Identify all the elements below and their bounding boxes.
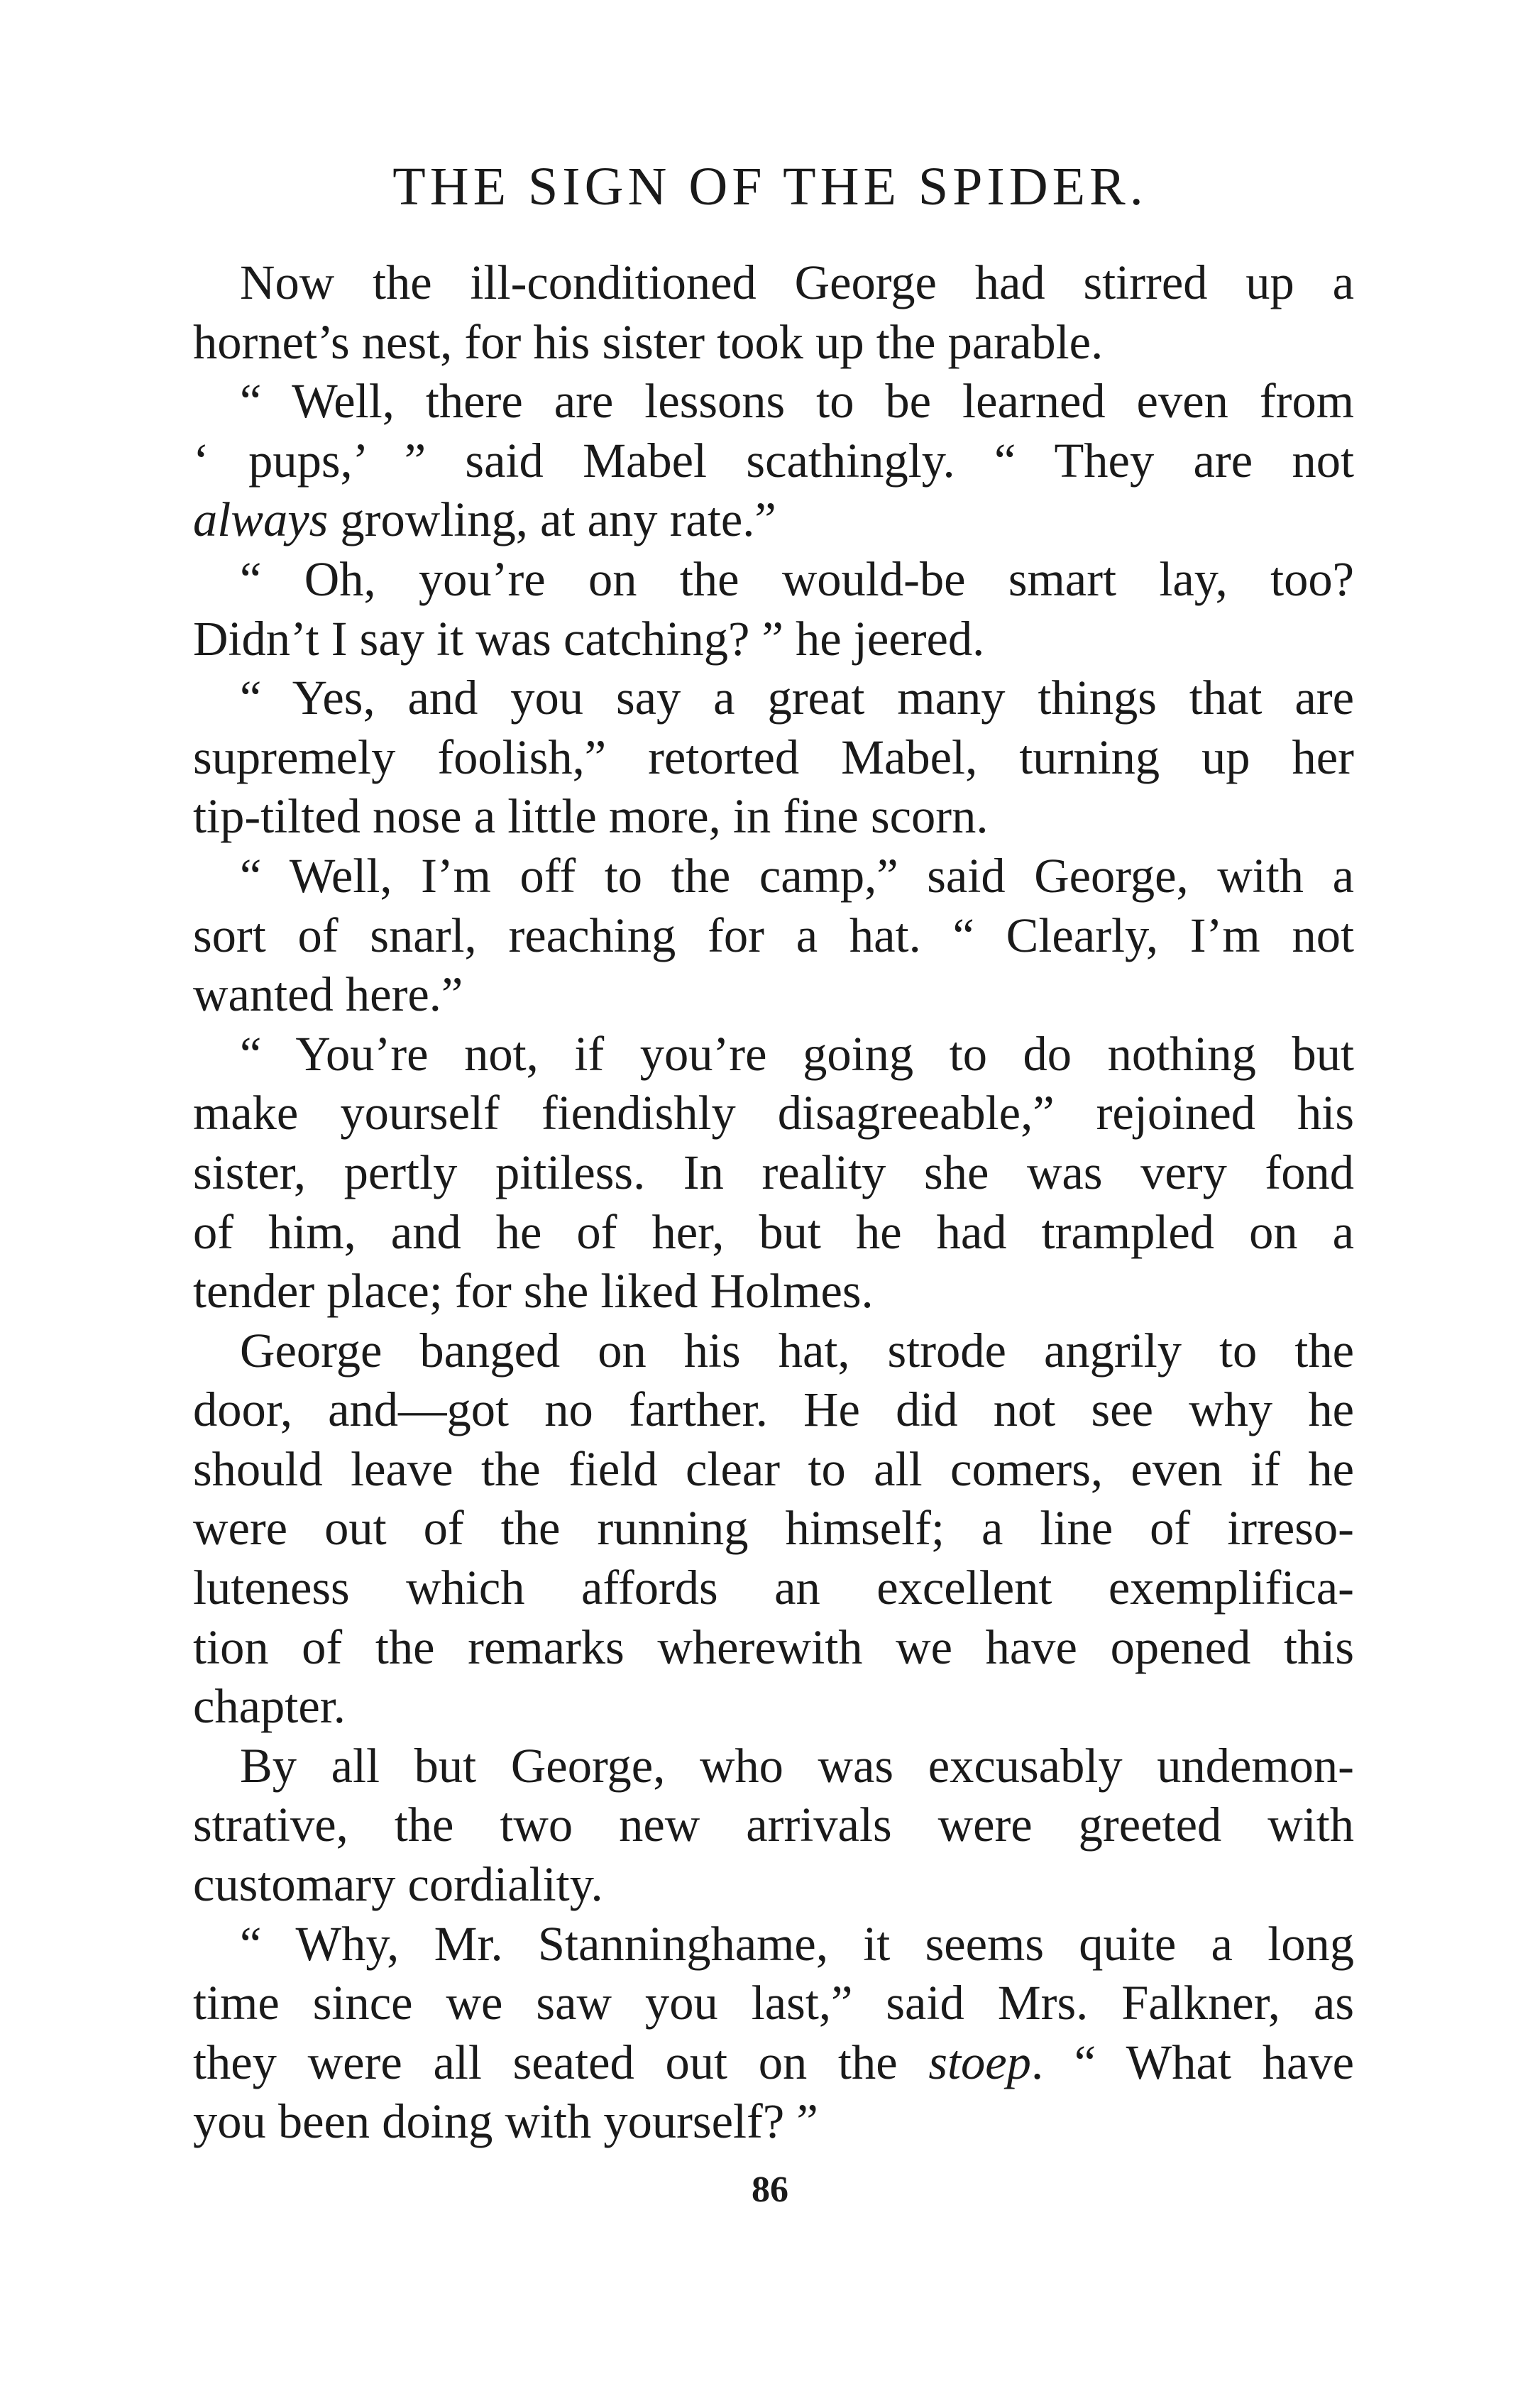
page-number: 86 xyxy=(752,2170,788,2210)
text-line: were out of the running himself; a line of irreso- xyxy=(193,1501,1354,1556)
text-line: door, and—got no farther. He did not see why he xyxy=(193,1382,1354,1437)
text-line xyxy=(193,490,1354,550)
text-segment: growling, at any rate.” xyxy=(328,493,776,547)
text-line: strative, the two new arrivals were greeted with xyxy=(193,1798,1354,1852)
text-line: tender place; for she liked Holmes. xyxy=(193,1264,874,1319)
text-line: tion of the remarks wherewith we have opened this xyxy=(193,1620,1354,1674)
text-line: should leave the field clear to all comers, even if he xyxy=(193,1441,1354,1496)
text-line: you been doing with yourself? ” xyxy=(193,2094,818,2149)
text-line: By all but George, who was excusably undemon- xyxy=(240,1738,1354,1793)
text-line: sort of snarl, reaching for a hat. “ Clearly, I’m not xyxy=(193,908,1354,962)
text-line: “ Yes, and you say a great many things that are xyxy=(240,671,1354,725)
text-line: sister, pertly pitiless. In reality she was very fond xyxy=(193,1145,1354,1199)
text-line: tip-tilted nose a little more, in fine scorn. xyxy=(193,789,989,844)
text-line: supremely foolish,” retorted Mabel, turning up her xyxy=(193,730,1354,784)
text-line: make yourself fiendishly disagreeable,” rejoined his xyxy=(193,1086,1354,1140)
italic-word: stoep xyxy=(928,2035,1031,2089)
body-text xyxy=(193,253,1354,2152)
text-line: “ Why, Mr. Stanninghame, it seems quite a long xyxy=(240,1916,1354,1971)
text-line: luteness which affords an excellent exemplifica- xyxy=(193,1561,1354,1615)
text-line: Now the ill-conditioned George had stirred up a xyxy=(240,255,1354,309)
text-line: time since we saw you last,” said Mrs. Falkner, as xyxy=(193,1976,1354,2030)
running-head: THE SIGN OF THE SPIDER. xyxy=(392,157,1148,216)
text-line: “ Oh, you’re on the would-be smart lay, too? xyxy=(240,551,1354,606)
text-line: chapter. xyxy=(193,1679,346,1734)
text-line: Didn’t I say it was catching? ” he jeered. xyxy=(193,611,985,666)
text-line: “ Well, there are lessons to be learned even from xyxy=(240,374,1354,429)
text-line: “ You’re not, if you’re going to do nothing but xyxy=(240,1026,1354,1081)
text-segment: they were all seated out on the xyxy=(193,2035,929,2089)
text-line: “ Well, I’m off to the camp,” said George, with a xyxy=(240,848,1354,903)
text-segment: . “ What have xyxy=(1030,2035,1355,2089)
text-line: ‘ pups,’ ” said Mabel scathingly. “ They are not xyxy=(193,433,1354,488)
text-line: of him, and he of her, but he had trampled on a xyxy=(193,1204,1354,1259)
text-line: hornet’s nest, for his sister took up the parable. xyxy=(193,314,1104,369)
text-line xyxy=(193,2033,1354,2093)
text-line: customary cordiality. xyxy=(193,1857,603,1912)
italic-word: always xyxy=(193,493,329,547)
text-line: wanted here.” xyxy=(193,967,463,1022)
text-line: George banged on his hat, strode angrily to the xyxy=(240,1323,1354,1378)
